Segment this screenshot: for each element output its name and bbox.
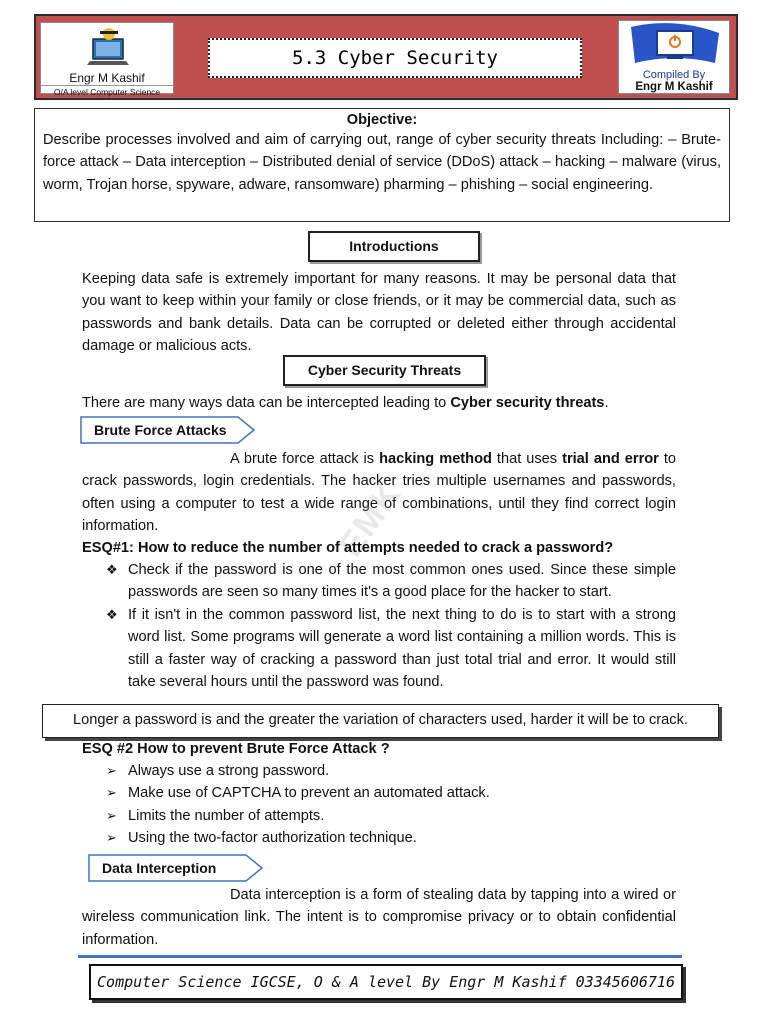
arrow-bullet-icon: ➢ [106,807,117,823]
left-logo-subtitle: O/A level Computer Science [41,85,173,97]
list-item-text: If it isn't in the common password list, the next thing to do is to start with a strong word list. Some programs will generate a word list containing a million words. This is still a faster way of cracking a password than just total trial and error. It would still take several hours until the password was found. [128,606,676,691]
left-logo [40,22,174,97]
arrow-bullet-icon: ➢ [106,830,117,846]
brute-force-tag-label: Brute Force Attacks [94,422,227,438]
esq2-question: ESQ #2 How to prevent Brute Force Attack ? [82,741,390,757]
brute-force-tag [80,416,256,444]
list-item [106,604,676,694]
objective-box [34,108,730,222]
arrow-bullet-icon: ➢ [106,763,117,778]
diamond-bullet-icon: ❖ [106,562,118,577]
esq1-list [106,559,676,693]
arrow-bullet-icon: ➢ [106,785,117,801]
bf-text-1: A brute force attack is [230,451,380,467]
right-logo [618,20,730,94]
objective-text: Describe processes involved and aim of carrying out, range of cyber security threats Including: – Brute-force attack – Data interception – Distributed denial of service (DDoS) attack – hacking – malware (virus, worm, Trojan horse, spyware, adware, ransomware) pharming – phishing – social engineering. [43,132,721,193]
list-item [106,827,676,849]
bf-bold-1: hacking method [379,451,492,467]
list-item [106,760,676,782]
list-item-text: Using the two-factor authorization technique. [128,830,417,847]
password-length-note: Longer a password is and the greater the variation of characters used, harder it will be to crack. [42,704,719,738]
bf-bold-2: trial and error [562,451,659,467]
watermark: EMK [331,474,410,564]
list-item [106,805,676,827]
introductions-heading: Introductions [308,231,480,262]
left-logo-name: Engr M Kashif [69,71,145,85]
threats-intro-text: There are many ways data can be intercepted leading to [82,395,451,411]
threats-intro-paragraph [82,392,676,414]
esq2-list [106,760,676,850]
threats-intro-end: . [604,395,609,411]
list-item-text: Always use a strong password. [128,763,330,779]
footer: Computer Science IGCSE, O & A level By Engr M Kashif 03345606716 [89,964,683,1000]
diamond-bullet-icon: ❖ [106,606,118,622]
right-logo-compiled-by: Compiled By [642,69,706,81]
header-banner [34,14,738,100]
data-interception-tag [88,854,264,882]
cyber-threats-heading: Cyber Security Threats [283,355,486,386]
data-interception-paragraph: Data interception is a form of stealing data by tapping into a wired or wireless communication link. The intent is to compromise privacy or to obtain confidential information. [82,887,676,948]
list-item [106,782,676,804]
introductions-paragraph: Keeping data safe is extremely important for many reasons. It may be personal data that you want to keep within your family or close friends, or it may be commercial data, such as passwords and bank details. Data can be corrupted or deleted either through accidental damage or malicious acts. [82,271,676,355]
bf-text-2: that uses [491,451,563,467]
right-logo-author: Engr M Kashif [635,81,713,93]
data-interception-tag-label: Data Interception [102,860,217,876]
computer-monitor-icon [627,23,723,69]
list-item-text: Check if the password is one of the most common ones used. Since these simple passwords are seen so many times it's a good place for the hacker to start. [128,562,676,601]
bf-text-3: to crack passwords, login credentials. The hacker tries multiple usernames and passwords, often using a computer to test a wide range of combinations, until they find correct login information. [82,451,677,535]
esq1-question: ESQ#1: How to reduce the number of attempts needed to crack a password? [82,540,614,556]
list-item [106,559,676,604]
page-title: 5.3 Cyber Security [208,38,582,78]
list-item-text: Make use of CAPTCHA to prevent an automated attack. [128,785,490,802]
objective-heading: Objective: [346,112,418,128]
threats-intro-bold: Cyber security threats [450,395,605,411]
laptop-hacker-icon [87,25,131,69]
list-item-text: Limits the number of attempts. [128,807,325,824]
footer-divider [78,955,682,958]
